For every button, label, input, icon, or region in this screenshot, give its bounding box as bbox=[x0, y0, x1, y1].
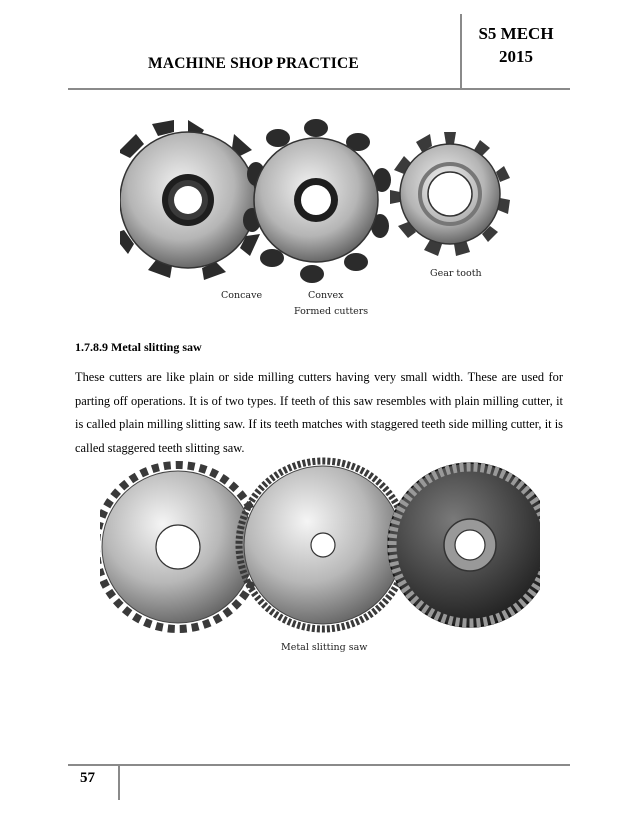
formed-cutters-caption: Formed cutters bbox=[294, 306, 369, 317]
concave-cutter-image bbox=[120, 120, 270, 280]
header-code-line-2: 2015 bbox=[499, 47, 533, 66]
formed-cutters-illustration bbox=[120, 112, 520, 312]
convex-label: Convex bbox=[308, 290, 344, 301]
gear-tooth-cutter-image bbox=[390, 132, 510, 256]
page-number: 57 bbox=[80, 770, 95, 786]
footer-horizontal-rule bbox=[68, 764, 570, 766]
header-course-code bbox=[462, 22, 570, 68]
slitting-saw-staggered-image bbox=[388, 463, 540, 627]
footer-vertical-divider bbox=[118, 766, 120, 800]
section-paragraph: These cutters are like plain or side milling cutters having very small width. These are used for parting off operations. It is of two types. If teeth of this saw resembles with plain milling cutter, it is called plain milling slitting saw. If its teeth matches with staggered teeth side milling cutter, it is called staggered teeth slitting saw. bbox=[75, 370, 563, 455]
gear-tooth-label: Gear tooth bbox=[430, 268, 482, 279]
metal-slitting-saw-illustration bbox=[100, 455, 540, 640]
metal-slitting-saw-caption: Metal slitting saw bbox=[281, 642, 368, 653]
header-horizontal-rule bbox=[68, 88, 570, 90]
section-heading: 1.7.8.9 Metal slitting saw bbox=[75, 340, 202, 354]
convex-cutter-image bbox=[243, 119, 391, 283]
slitting-saw-fine-image bbox=[239, 461, 407, 629]
concave-label: Concave bbox=[221, 290, 263, 301]
header-code-line-1: S5 MECH bbox=[478, 24, 554, 43]
running-header-title: MACHINE SHOP PRACTICE bbox=[148, 55, 359, 72]
